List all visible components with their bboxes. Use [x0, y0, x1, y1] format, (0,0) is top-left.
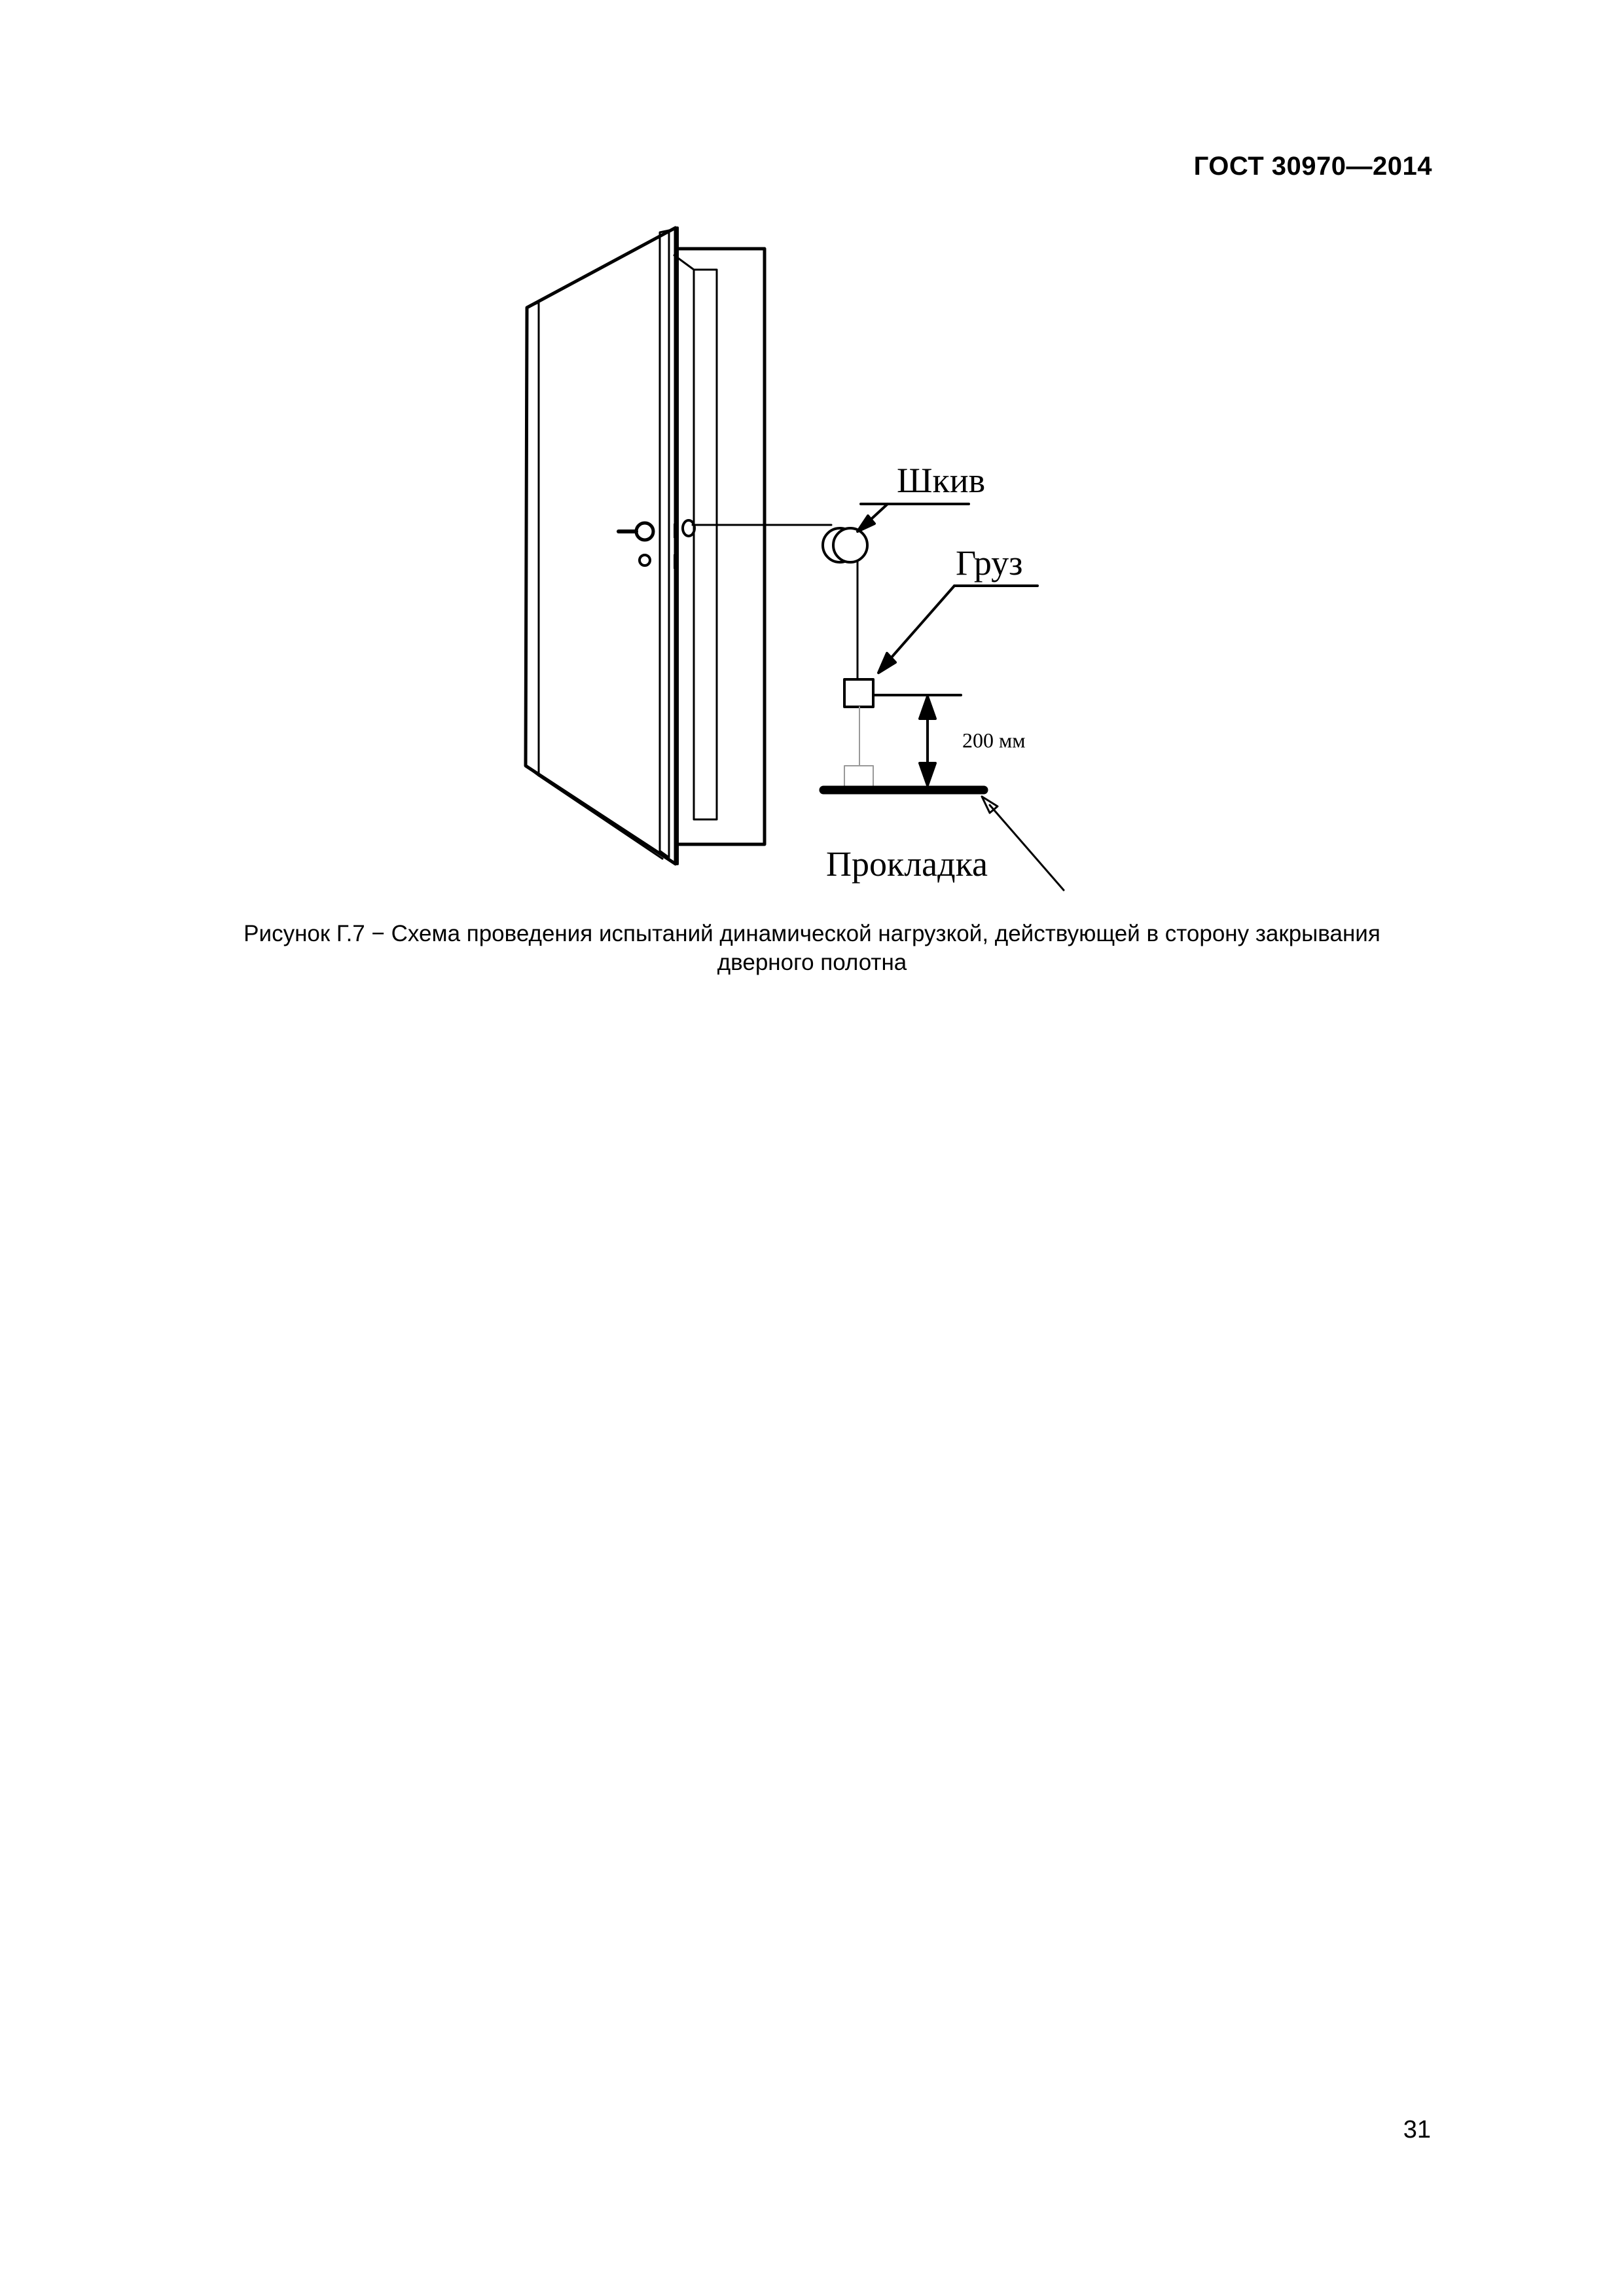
door-handle-icon — [619, 520, 695, 569]
weight-leader — [878, 586, 1038, 673]
pad-leader — [982, 797, 1064, 890]
distance-label: 200 мм — [962, 728, 1026, 752]
weight-label: Груз — [956, 543, 1023, 583]
figure-caption-line-2: дверного полотна — [717, 950, 907, 975]
door-test-diagram — [497, 216, 1119, 910]
page-number: 31 — [1403, 2116, 1431, 2144]
weight-block — [844, 679, 873, 707]
pulley-leader — [857, 504, 969, 531]
door-frame — [674, 228, 765, 864]
door-leaf — [526, 228, 676, 864]
document-header-code: ГОСТ 30970—2014 — [1193, 152, 1432, 181]
figure-caption-line-1: Рисунок Г.7 − Схема проведения испытаний динамической нагрузкой, действующей в сторону закрывания — [244, 921, 1380, 946]
weight-landing-position — [844, 766, 873, 788]
pulley-label: Шкив — [897, 461, 986, 500]
dimension-arrow — [873, 695, 961, 785]
pulley-icon — [823, 528, 867, 562]
pad-label: Прокладка — [826, 844, 988, 884]
figure-caption — [131, 920, 1493, 977]
